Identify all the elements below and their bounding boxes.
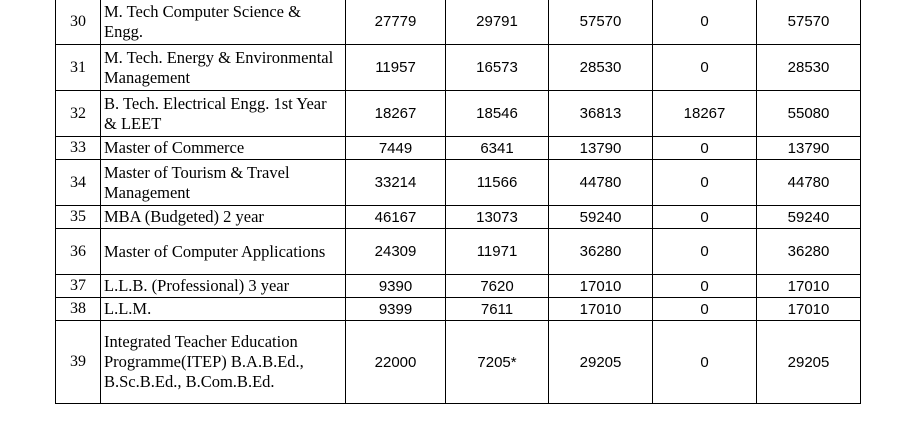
fee-value-3: 29205 <box>549 321 653 404</box>
table-row <box>56 0 861 45</box>
fee-value-1: 7449 <box>346 137 446 160</box>
fee-value-5: 55080 <box>757 91 861 137</box>
serial-number: 33 <box>56 137 101 160</box>
fee-value-4: 0 <box>653 45 757 91</box>
fee-value-2: 13073 <box>446 206 549 229</box>
fee-value-1: 46167 <box>346 206 446 229</box>
fee-value-5: 44780 <box>757 160 861 206</box>
table-row <box>56 275 861 298</box>
course-name: L.L.B. (Professional) 3 year <box>101 275 346 298</box>
fee-value-1: 9390 <box>346 275 446 298</box>
table-row <box>56 229 861 275</box>
course-name: M. Tech. Energy & Environmental Management <box>101 45 346 91</box>
fee-value-5: 59240 <box>757 206 861 229</box>
course-name: L.L.M. <box>101 298 346 321</box>
fee-value-3: 17010 <box>549 298 653 321</box>
fee-value-4: 0 <box>653 137 757 160</box>
fee-value-4: 0 <box>653 160 757 206</box>
serial-number: 36 <box>56 229 101 275</box>
fee-value-5: 13790 <box>757 137 861 160</box>
fee-value-5: 57570 <box>757 0 861 45</box>
fee-value-4: 18267 <box>653 91 757 137</box>
serial-number: 35 <box>56 206 101 229</box>
fee-value-2: 16573 <box>446 45 549 91</box>
course-name: B. Tech. Electrical Engg. 1st Year & LEET <box>101 91 346 137</box>
table-row <box>56 160 861 206</box>
table-row <box>56 321 861 404</box>
fee-value-4: 0 <box>653 321 757 404</box>
table-row <box>56 137 861 160</box>
fee-value-5: 36280 <box>757 229 861 275</box>
fee-value-4: 0 <box>653 298 757 321</box>
fee-value-1: 24309 <box>346 229 446 275</box>
fee-value-2: 18546 <box>446 91 549 137</box>
fee-value-3: 44780 <box>549 160 653 206</box>
serial-number: 39 <box>56 321 101 404</box>
fee-value-3: 57570 <box>549 0 653 45</box>
fee-value-2: 7205* <box>446 321 549 404</box>
fee-table <box>55 0 861 404</box>
fee-value-3: 36813 <box>549 91 653 137</box>
fee-value-2: 7611 <box>446 298 549 321</box>
fee-value-3: 13790 <box>549 137 653 160</box>
table-row <box>56 91 861 137</box>
course-name: Master of Commerce <box>101 137 346 160</box>
course-name: Master of Computer Applications <box>101 229 346 275</box>
fee-value-1: 33214 <box>346 160 446 206</box>
fee-value-4: 0 <box>653 229 757 275</box>
fee-value-4: 0 <box>653 275 757 298</box>
serial-number: 38 <box>56 298 101 321</box>
fee-value-3: 28530 <box>549 45 653 91</box>
course-name: MBA (Budgeted) 2 year <box>101 206 346 229</box>
fee-value-4: 0 <box>653 206 757 229</box>
fee-value-2: 7620 <box>446 275 549 298</box>
fee-value-1: 18267 <box>346 91 446 137</box>
serial-number: 34 <box>56 160 101 206</box>
fee-value-2: 11971 <box>446 229 549 275</box>
fee-value-3: 17010 <box>549 275 653 298</box>
fee-value-3: 36280 <box>549 229 653 275</box>
fee-value-3: 59240 <box>549 206 653 229</box>
serial-number: 31 <box>56 45 101 91</box>
fee-value-5: 17010 <box>757 298 861 321</box>
fee-value-5: 29205 <box>757 321 861 404</box>
fee-value-1: 22000 <box>346 321 446 404</box>
table-row <box>56 298 861 321</box>
fee-value-1: 27779 <box>346 0 446 45</box>
fee-value-1: 9399 <box>346 298 446 321</box>
serial-number: 30 <box>56 0 101 45</box>
course-name: M. Tech Computer Science & Engg. <box>101 0 346 45</box>
serial-number: 32 <box>56 91 101 137</box>
fee-value-2: 6341 <box>446 137 549 160</box>
fee-value-2: 29791 <box>446 0 549 45</box>
fee-value-5: 28530 <box>757 45 861 91</box>
fee-value-4: 0 <box>653 0 757 45</box>
table-row <box>56 45 861 91</box>
fee-value-2: 11566 <box>446 160 549 206</box>
course-name: Integrated Teacher Education Programme(ITEP) B.A.B.Ed., B.Sc.B.Ed., B.Com.B.Ed. <box>101 321 346 404</box>
course-name: Master of Tourism & Travel Management <box>101 160 346 206</box>
serial-number: 37 <box>56 275 101 298</box>
table-row <box>56 206 861 229</box>
fee-value-1: 11957 <box>346 45 446 91</box>
fee-value-5: 17010 <box>757 275 861 298</box>
